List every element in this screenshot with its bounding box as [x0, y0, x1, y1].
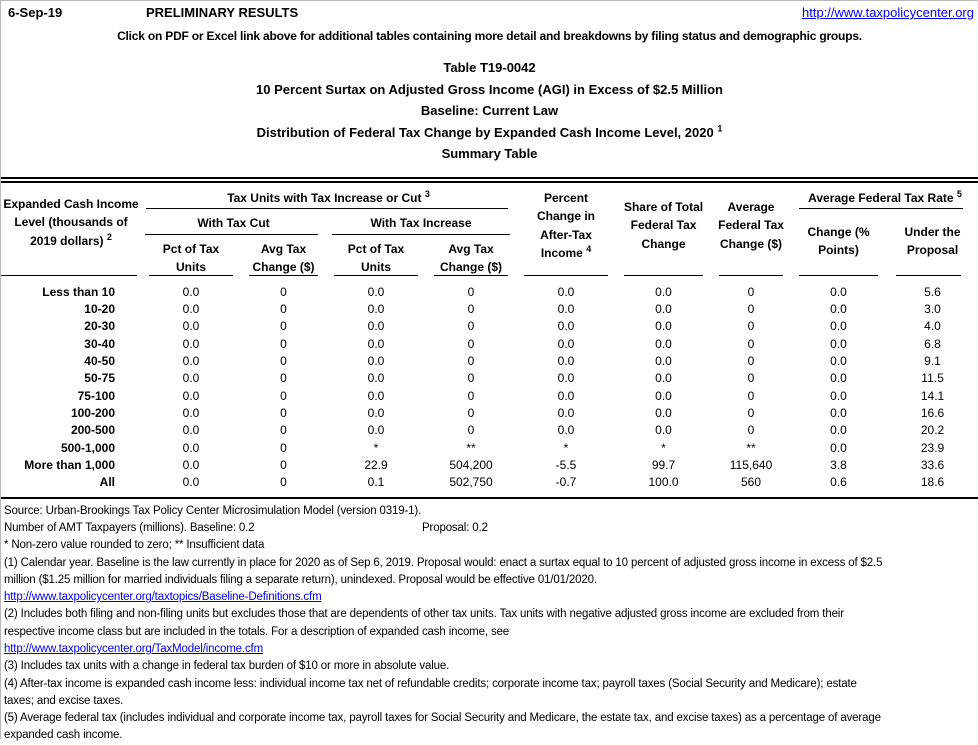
footnote-link[interactable]: http://www.taxpolicycenter.org/taxtopics/Baseline-Definitions.cfm: [4, 591, 322, 604]
table-title: 10 Percent Surtax on Adjusted Gross Income (AGI) in Excess of $2.5 Million: [256, 81, 723, 97]
table-cell: 0: [467, 284, 475, 299]
col-header-avg-federal-change: Average Federal Tax Change ($): [711, 183, 791, 278]
table-cell: 0.0: [655, 353, 672, 368]
table-cell: 0.0: [830, 336, 847, 351]
table-cell: 20.2: [920, 423, 945, 438]
col-header-pct-units-cut: Pct of Tax Units: [141, 238, 241, 278]
table-cell: 0.0: [830, 405, 847, 420]
tpc-url-link[interactable]: http://www.taxpolicycenter.org: [802, 5, 974, 20]
footnote-ref-1: 1: [717, 123, 723, 134]
amt-proposal-value: Proposal: 0.2: [422, 521, 488, 534]
table-row: [1, 336, 978, 353]
col-header-avg-change-cut: Avg Tax Change ($): [241, 238, 326, 278]
table-cell: 560: [741, 475, 762, 490]
table-cell: *: [563, 440, 569, 455]
footnote-link[interactable]: http://www.taxpolicycenter.org/TaxModel/income.cfm: [4, 643, 264, 655]
table-cell: 0.0: [830, 388, 847, 403]
baseline-label: Baseline: Current Law: [420, 103, 559, 118]
table-cell: 0: [747, 284, 755, 299]
table-cell: 0: [467, 301, 475, 316]
table-row: [1, 388, 978, 405]
footnote-ref-2: 2: [106, 231, 112, 242]
table-cell: 0: [280, 336, 287, 351]
footer-notes: [1, 499, 978, 745]
table-cell: 0: [747, 301, 755, 316]
title-block: [1, 57, 978, 165]
subgroup-with-tax-cut: With Tax Cut: [141, 211, 326, 238]
footnote-line: taxes; and excise taxes.: [4, 694, 124, 707]
table-cell: 3.8: [830, 457, 847, 472]
footnote-line: (3) Includes tax units with a change in federal tax burden of $10 or more in absolute value.: [4, 660, 450, 673]
table-cell: 0: [280, 423, 287, 438]
table-cell: 0.0: [182, 475, 200, 490]
income-level-label: 20-30: [84, 319, 115, 334]
table-cell: 0.0: [367, 371, 385, 386]
table-cell: 0.0: [557, 353, 575, 368]
table-cell: 0.0: [182, 336, 200, 351]
table-cell: 0: [280, 301, 287, 316]
table-cell: 0.0: [182, 457, 200, 472]
table-row: [1, 284, 978, 301]
footnote-lines: [4, 555, 978, 745]
table-cell: 0.0: [182, 423, 200, 438]
table-cell: 0.0: [367, 353, 385, 368]
table-cell: 502,750: [449, 475, 493, 490]
table-cell: 0.0: [557, 336, 575, 351]
income-level-label: 500-1,000: [60, 440, 115, 455]
table-cell: 0: [280, 319, 287, 334]
table-cell: *: [661, 440, 666, 455]
table-cell: 0.0: [367, 284, 385, 299]
table-cell: 0.0: [557, 371, 575, 386]
table-cell: 0.0: [182, 319, 200, 334]
subgroup-with-tax-increase: With Tax Increase: [326, 211, 516, 238]
top-bar: [1, 5, 978, 26]
table-cell: 0.0: [182, 405, 200, 420]
table-row: [1, 318, 978, 335]
table-cell: 0: [280, 388, 287, 403]
table-cell: 0.0: [655, 388, 672, 403]
table-row: [1, 370, 978, 387]
footnote-line: (5) Average federal tax (includes individual and corporate income tax, payroll taxes for Social Security and Medicare, the estate tax, and excise taxes) as a percentage of average: [4, 712, 881, 725]
table-cell: 0: [467, 319, 475, 334]
table-cell: 0.0: [655, 336, 672, 351]
table-cell: -0.7: [555, 475, 577, 490]
table-cell: 0: [747, 371, 755, 386]
table-cell: -5.5: [555, 457, 577, 472]
table-cell: 0.0: [557, 423, 575, 438]
table-cell: 3.0: [924, 301, 941, 316]
footnote-ref-5: 5: [956, 188, 962, 199]
table-cell: 0.0: [557, 388, 575, 403]
table-cell: 0.0: [182, 371, 200, 386]
table-cell: 0: [467, 353, 475, 368]
group-header-avg-federal-rate: Average Federal Tax Rate $^5$: [791, 183, 978, 211]
table-cell: 5.6: [924, 284, 941, 299]
table-cell: 0.0: [182, 353, 200, 368]
amt-taxpayers-note: Number of AMT Taxpayers (millions). Baseline: 0.2 Proposal: 0.2: [4, 520, 978, 537]
table-cell: 0.0: [557, 319, 575, 334]
table-cell: 0: [280, 284, 287, 299]
summary-table-label: Summary Table: [441, 146, 538, 161]
col-header-pct-change-after-tax: Percent Change in After-Tax Income $^4$: [516, 183, 616, 278]
table-cell: 0.6: [830, 475, 847, 490]
table-cell: 0.0: [830, 423, 847, 438]
table-cell: 0.0: [655, 319, 672, 334]
table-cell: 0.0: [367, 405, 385, 420]
table-cell: 0.0: [182, 440, 200, 455]
table-cell: 0.0: [830, 353, 847, 368]
table-cell: 0: [747, 423, 755, 438]
table-row: [1, 440, 978, 457]
col-header-pct-units-increase: Pct of Tax Units: [326, 238, 426, 278]
table-cell: 0: [467, 336, 475, 351]
table-cell: 0.0: [830, 371, 847, 386]
table-cell: 0.0: [182, 284, 200, 299]
table-cell: 6.8: [924, 336, 941, 351]
table-cell: 16.6: [920, 405, 945, 420]
footnote-line: million ($1.25 million for married individuals filing a separate return), unindexed. Proposal would be effective 01/01/2020.: [4, 573, 597, 586]
table-cell: 0.0: [655, 284, 672, 299]
table-row: [1, 405, 978, 422]
table-cell: 0: [280, 475, 287, 490]
table-cell: 0: [747, 353, 755, 368]
table-cell: 0.0: [367, 301, 385, 316]
preliminary-results-label: PRELIMINARY RESULTS: [146, 5, 299, 20]
distribution-label: Distribution of Federal Tax Change by Expanded Cash Income Level, 2020 $^1$: [256, 123, 723, 140]
table-cell: 0.0: [830, 440, 847, 455]
asterisk-note: * Non-zero value rounded to zero; ** Insufficient data: [4, 539, 265, 552]
table-cell: 0: [467, 405, 475, 420]
table-cell: 0: [747, 319, 755, 334]
col-header-avg-change-increase: Avg Tax Change ($): [426, 238, 516, 278]
income-level-label: 10-20: [84, 301, 115, 316]
income-level-label: 40-50: [84, 353, 115, 368]
table-cell: 23.9: [920, 440, 945, 455]
table-cell: **: [746, 440, 756, 455]
table-number: Table T19-0042: [443, 60, 536, 75]
instructions-label: Click on PDF or Excel link above for additional tables containing more detail and breakdowns by filing status and demographic groups.: [117, 29, 862, 43]
table-cell: 0.0: [557, 405, 575, 420]
table-cell: 99.7: [651, 457, 676, 472]
table-cell: 0.0: [655, 405, 672, 420]
table-row: [1, 301, 978, 318]
table-cell: 0: [280, 457, 287, 472]
income-level-label: 100-200: [70, 405, 115, 420]
table-cell: 18.6: [920, 475, 945, 490]
table-row: [1, 422, 978, 439]
table-cell: 0: [280, 440, 287, 455]
table-cell: 0: [747, 388, 755, 403]
income-level-label: 50-75: [84, 371, 115, 386]
date-label: 6-Sep-19: [8, 5, 63, 20]
source-note: Source: Urban-Brookings Tax Policy Center Microsimulation Model (version 0319-1).: [4, 504, 422, 517]
table-cell: 0: [280, 371, 287, 386]
table-cell: 0: [747, 336, 755, 351]
income-level-label: 30-40: [84, 336, 115, 351]
footnote-line: (4) After-tax income is expanded cash income less: individual income tax net of refundable credits; corporate income tax; payroll taxes (Social Security and Medicare); estate: [4, 677, 857, 690]
col-header-income-level: Expanded Cash Income Level (thousands of 2019 dollars) $^2$: [1, 183, 141, 278]
table-row: [1, 353, 978, 370]
table-cell: 0.0: [830, 301, 847, 316]
table-cell: 0.0: [367, 319, 385, 334]
table-cell: 14.1: [920, 388, 945, 403]
footnote-line: expanded cash income.: [4, 729, 123, 742]
table-cell: 0.0: [830, 319, 847, 334]
table-cell: 0.0: [557, 301, 575, 316]
table-row: [1, 457, 978, 474]
distribution-table: [1, 183, 978, 492]
table-cell: 11.5: [921, 371, 944, 386]
table-cell: 9.1: [924, 353, 941, 368]
footnote-line: respective income class but are included in the totals. For a description of expanded cash income, see: [4, 625, 510, 638]
col-header-share-total: Share of Total Federal Tax Change: [616, 183, 711, 278]
col-header-rate-change-points: Change (% Points): [791, 211, 886, 278]
income-level-label: All: [99, 475, 115, 490]
table-cell: 4.0: [924, 319, 941, 334]
table-cell: 0.0: [557, 284, 575, 299]
table-cell: 100.0: [648, 475, 679, 490]
group-header-tax-units: Tax Units with Tax Increase or Cut $^3$: [141, 183, 516, 211]
table-cell: 0.0: [367, 423, 385, 438]
table-cell: 0: [467, 388, 475, 403]
table-cell: 0.0: [655, 371, 672, 386]
footnote-line: (2) Includes both filing and non-filing units but excludes those that are dependents of other tax units. Tax units with negative adjusted gross income are excluded from their: [4, 608, 844, 621]
table-cell: 0: [280, 353, 287, 368]
table-cell: 0.0: [655, 423, 672, 438]
table-cell: 33.6: [920, 457, 945, 472]
table-body: [1, 278, 978, 492]
table-cell: 0.0: [182, 388, 200, 403]
footnote-ref-4: 4: [586, 244, 592, 254]
income-level-label: Less than 10: [42, 284, 115, 299]
table-cell: 0: [467, 371, 475, 386]
table-cell: *: [373, 440, 379, 455]
col-header-rate-under-proposal: Under the Proposal: [886, 211, 978, 278]
table-cell: 0.0: [182, 301, 200, 316]
table-cell: 115,640: [729, 457, 773, 472]
table-cell: 0.0: [830, 284, 847, 299]
footnote-line: (1) Calendar year. Baseline is the law currently in place for 2020 as of Sep 6, 2019. Proposal would: enact a surtax equal to 10 percent of adjusted gross income in excess of $2.5: [4, 556, 883, 569]
table-cell: 0.0: [655, 301, 672, 316]
table-cell: **: [466, 440, 476, 455]
table-cell: 0: [467, 423, 475, 438]
income-level-label: 200-500: [70, 423, 115, 438]
table-cell: 504,200: [449, 457, 493, 472]
table-cell: 0: [280, 405, 287, 420]
table-cell: 0: [747, 405, 755, 420]
table-cell: 0.0: [367, 388, 385, 403]
table-cell: 0.1: [367, 475, 385, 490]
footnote-ref-3: 3: [424, 188, 430, 199]
table-cell: 22.9: [364, 457, 388, 472]
income-level-label: More than 1,000: [24, 457, 115, 472]
income-level-label: 75-100: [77, 388, 115, 403]
table-row: [1, 474, 978, 491]
table-cell: 0.0: [367, 336, 385, 351]
